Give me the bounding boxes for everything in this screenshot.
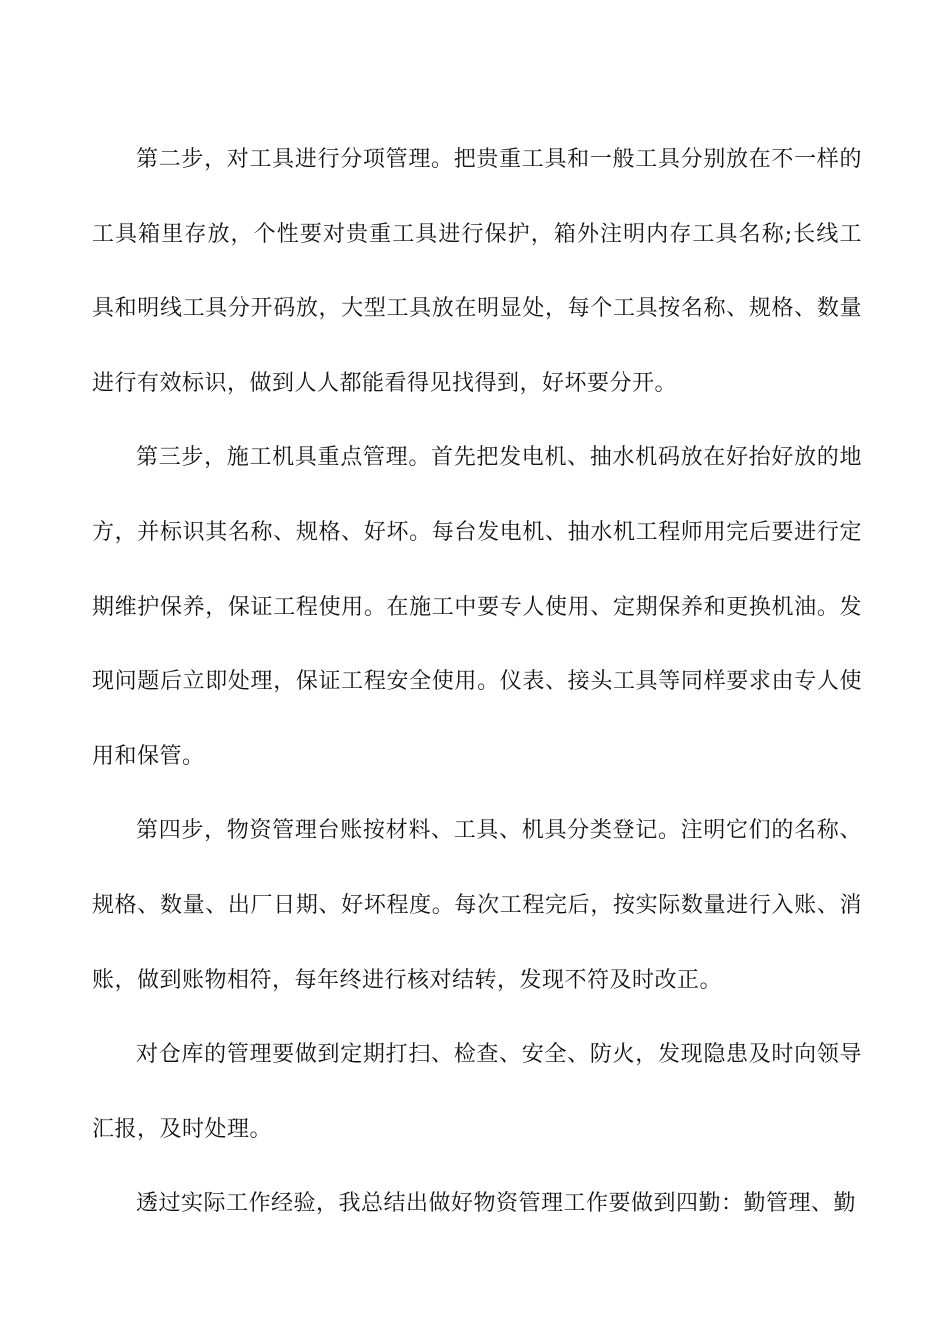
paragraph-warehouse: 对仓库的管理要做到定期打扫、检查、安全、防火，发现隐患及时向领导汇报，及时处理。 <box>92 1042 862 1142</box>
paragraph-step-three: 第三步，施工机具重点管理。首先把发电机、抽水机码放在好抬好放的地方，并标识其名称、规格、好坏。每台发电机、抽水机工程师用完后要进行定期维护保养，保证工程使用。在施工中要专人使用、定期保养和更换机油。发现问题后立即处理，保证工程安全使用。仪表、接头工具等同样要求由专人使用和保管。 <box>92 445 862 769</box>
paragraph-step-two: 第二步，对工具进行分项管理。把贵重工具和一般工具分别放在不一样的工具箱里存放，个性要对贵重工具进行保护，箱外注明内存工具名称;长线工具和明线工具分开码放，大型工具放在明显处，每个工具按名称、规格、数量进行有效标识，做到人人都能看得见找得到，好坏要分开。 <box>92 147 862 396</box>
paragraph-step-four: 第四步，物资管理台账按材料、工具、机具分类登记。注明它们的名称、规格、数量、出厂日期、好坏程度。每次工程完后，按实际数量进行入账、消账，做到账物相符，每年终进行核对结转，发现不符及时改正。 <box>92 818 862 993</box>
document-body <box>92 123 862 1242</box>
paragraph-summary: 透过实际工作经验，我总结出做好物资管理工作要做到四勤：勤管理、勤 <box>136 1191 857 1217</box>
